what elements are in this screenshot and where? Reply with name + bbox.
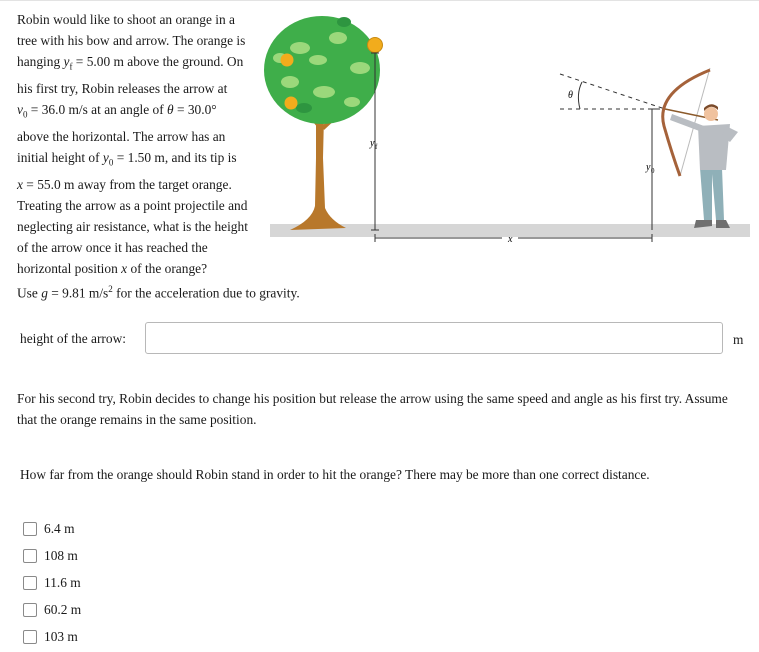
problem-line [17,147,275,174]
launch-direction-line [560,74,665,109]
problem-line: his first try, Robin releases the arrow at [17,80,228,96]
choice-label: 11.6 m [44,574,81,590]
problem-line: neglecting air resistance, what is the height [17,218,248,234]
choice-checkbox[interactable] [23,630,37,644]
problem-line [17,279,300,304]
text: = 30.0° [173,102,217,118]
problem-line [17,51,275,78]
answer-unit: m [733,332,744,347]
distance-choices [23,515,81,651]
var-g: g [41,285,48,301]
text: = 5.00 m above the ground. On [72,54,244,70]
choice-item[interactable] [23,624,81,651]
archer-figure [663,68,738,228]
var-x: x [17,176,23,192]
text: hanging [17,54,64,70]
figure-svg [260,8,759,253]
var-y: y [63,54,70,70]
archer-legs [700,168,724,220]
archer-shoe [716,220,730,228]
text: Use [17,285,42,301]
choice-checkbox[interactable] [23,549,37,563]
choice-item[interactable] [23,542,81,569]
choice-label: 6.4 m [44,520,75,536]
tree-trunk [290,116,346,230]
choice-checkbox[interactable] [23,522,37,536]
choice-checkbox[interactable] [23,576,37,590]
choice-item[interactable] [23,597,81,624]
text: = 1.50 m, and its tip is [113,149,237,165]
sub: 0 [108,157,114,168]
problem-line: tree with his bow and arrow. The orange is [17,33,246,49]
choice-label: 60.2 m [44,602,82,618]
answer-label: height of the arrow: [20,331,126,346]
var-theta: θ [167,102,174,118]
projectile-figure [260,8,759,253]
problem-line [17,99,275,126]
sub: f [69,61,73,72]
theta-label: θ [568,90,573,101]
choice-label: 103 m [44,629,78,645]
text: for the acceleration due to gravity. [112,285,300,301]
problem-line: above the horizontal. The arrow has an [17,128,226,144]
problem-statement [17,9,300,304]
var-v: v [17,102,23,118]
var-x: x [121,261,128,277]
orange [285,97,298,110]
yf-label: y [370,138,375,149]
orange [281,54,294,67]
x-label: x [508,234,513,245]
text: initial height of [17,149,103,165]
problem-line [17,174,275,195]
var-y: y [102,149,109,165]
problem-line [17,258,275,279]
text: = 9.81 m/s [47,285,109,301]
tree-canopy [264,16,380,124]
problem-line: Robin would like to shoot an orange in a [17,12,235,27]
text: of the orange? [127,261,208,277]
archer-head [704,107,718,121]
y0-sub: 0 [651,167,655,175]
target-orange [368,38,383,53]
distance-question: How far from the orange should Robin stand in order to hit the orange? There may be more than one correct distance. [20,467,650,482]
text: horizontal position [17,261,122,277]
angle-arc [578,82,582,109]
second-try-text: For his second try, Robin decides to change his position but release the arrow using the same speed and angle as his first try. Assume that the orange remains in the same position. [17,391,728,427]
choice-item[interactable] [23,569,81,596]
choice-label: 108 m [44,547,78,563]
answer-row [20,321,750,357]
choice-checkbox[interactable] [23,603,37,617]
sub: 0 [22,109,28,120]
arrow-height-input[interactable] [145,322,723,354]
y0-label: y [646,162,651,173]
sup: 2 [108,284,113,295]
text: = 55.0 m away from the target orange. [22,176,232,192]
problem-line: Treating the arrow as a point projectile and [17,197,248,213]
choice-item[interactable] [23,515,81,542]
problem-line: of the arrow once it has reached the [17,239,208,255]
yf-sub: f [375,143,378,151]
text: = 36.0 m/s at an angle of [27,102,168,118]
top-divider [0,0,759,1]
